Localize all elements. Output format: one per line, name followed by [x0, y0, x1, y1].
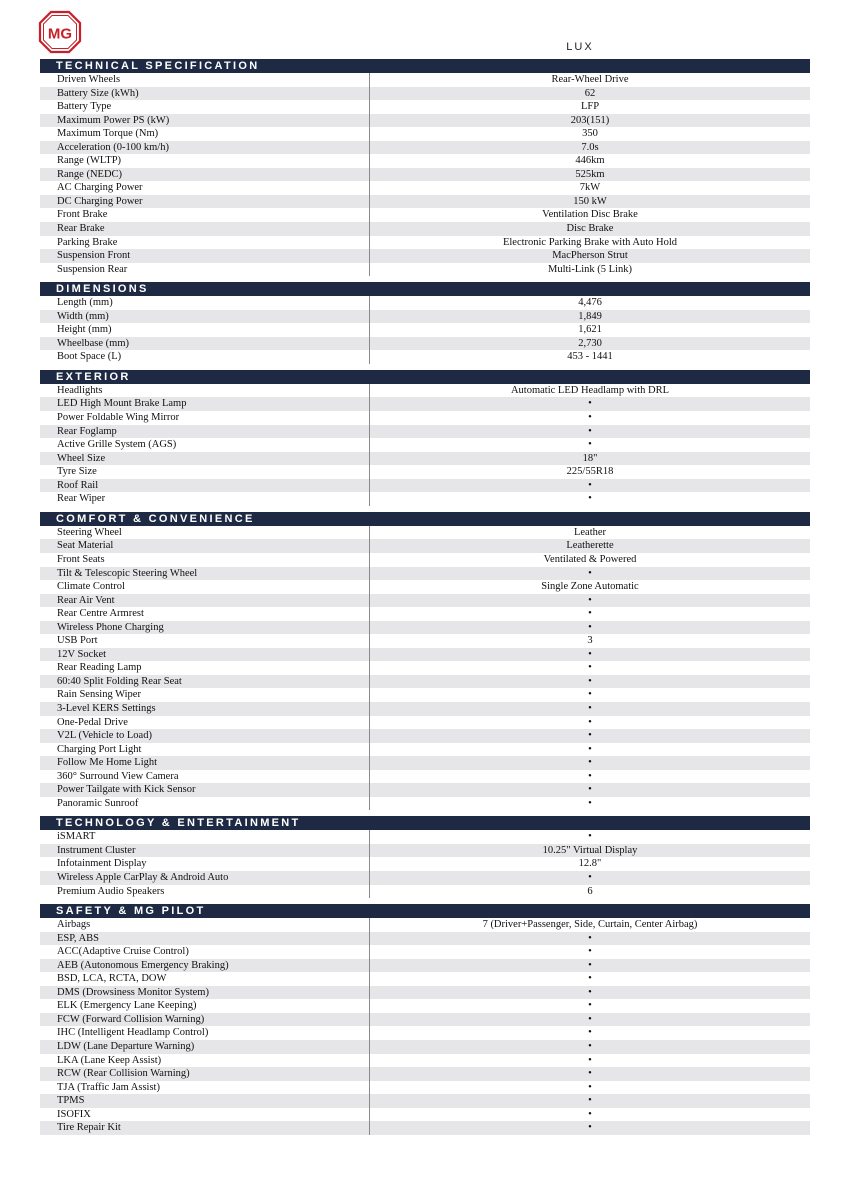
spec-value: Rear-Wheel Drive [551, 74, 629, 85]
spec-value: 225/55R18 [566, 466, 614, 478]
spec-row [40, 337, 810, 351]
spec-label: Panoramic Sunroof [40, 797, 370, 811]
spec-value: 525km [575, 168, 605, 180]
spec-row [40, 236, 810, 250]
spec-label: LKA (Lane Keep Assist) [40, 1054, 370, 1068]
spec-row [40, 1013, 810, 1027]
spec-row [40, 526, 810, 540]
spec-row [40, 885, 810, 899]
spec-value: • [588, 973, 592, 985]
spec-label: ESP, ABS [40, 932, 370, 946]
spec-value: • [588, 770, 592, 782]
spec-value: • [588, 743, 592, 755]
spec-row [40, 87, 810, 101]
spec-value: • [588, 702, 592, 714]
spec-row [40, 770, 810, 784]
spec-label: TJA (Traffic Jam Assist) [40, 1081, 370, 1095]
spec-value: 1,849 [578, 310, 602, 322]
spec-row [40, 743, 810, 757]
spec-label: Rear Reading Lamp [40, 661, 370, 675]
mg-logo [38, 10, 82, 54]
spec-value: Disc Brake [566, 223, 614, 235]
spec-row [40, 607, 810, 621]
spec-row [40, 114, 810, 128]
spec-value: • [588, 621, 592, 633]
spec-row [40, 999, 810, 1013]
spec-row [40, 263, 810, 277]
spec-label: IHC (Intelligent Headlamp Control) [40, 1026, 370, 1040]
spec-value: 10.25" Virtual Display [542, 844, 638, 856]
spec-value: • [588, 757, 592, 769]
spec-label: Tyre Size [40, 465, 370, 479]
spec-row [40, 539, 810, 553]
spec-value: LFP [580, 101, 600, 113]
spec-label: Wheelbase (mm) [40, 337, 370, 351]
spec-row [40, 310, 810, 324]
spec-value: 1,621 [578, 324, 602, 336]
spec-label: Range (NEDC) [40, 168, 370, 182]
spec-section [40, 816, 810, 898]
spec-value: • [588, 1013, 592, 1025]
spec-row [40, 1121, 810, 1135]
spec-value: • [588, 398, 592, 410]
spec-label: RCW (Rear Collision Warning) [40, 1067, 370, 1081]
spec-row [40, 296, 810, 310]
spec-row [40, 634, 810, 648]
spec-value: Ventilation Disc Brake [542, 209, 638, 221]
spec-row [40, 323, 810, 337]
spec-value: • [588, 831, 592, 843]
spec-label: Power Tailgate with Kick Sensor [40, 783, 370, 797]
spec-label: USB Port [40, 634, 370, 648]
section-header: EXTERIOR [40, 370, 810, 384]
spec-value: 350 [582, 128, 598, 140]
spec-value: • [588, 932, 592, 944]
spec-label: Tire Repair Kit [40, 1121, 370, 1135]
spec-value: • [588, 986, 592, 998]
spec-label: Tilt & Telescopic Steering Wheel [40, 567, 370, 581]
spec-row [40, 100, 810, 114]
spec-row [40, 797, 810, 811]
spec-row [40, 492, 810, 506]
spec-label: iSMART [40, 830, 370, 844]
spec-label: ACC(Adaptive Cruise Control) [40, 945, 370, 959]
spec-row [40, 438, 810, 452]
spec-label: Wireless Phone Charging [40, 621, 370, 635]
spec-row [40, 1054, 810, 1068]
spec-value: • [588, 689, 592, 701]
spec-row [40, 716, 810, 730]
spec-row [40, 350, 810, 364]
spec-label: Instrument Cluster [40, 844, 370, 858]
spec-label: V2L (Vehicle to Load) [40, 729, 370, 743]
spec-label: Battery Size (kWh) [40, 87, 370, 101]
spec-value: • [588, 716, 592, 728]
spec-value: 453 - 1441 [567, 351, 613, 363]
spec-value: • [588, 1108, 592, 1120]
spec-value: Single Zone Automatic [541, 581, 639, 593]
spec-value: 7.0s [581, 141, 599, 153]
spec-label: Height (mm) [40, 323, 370, 337]
section-header: TECHNICAL SPECIFICATION [40, 59, 810, 73]
spec-label: Length (mm) [40, 296, 370, 310]
section-rows [40, 918, 810, 1135]
spec-value: • [588, 493, 592, 505]
spec-value: • [588, 594, 592, 606]
spec-row [40, 397, 810, 411]
spec-value: • [588, 675, 592, 687]
spec-label: Rear Wiper [40, 492, 370, 506]
spec-value: • [588, 1095, 592, 1107]
spec-row [40, 127, 810, 141]
spec-value: 150 kW [573, 195, 607, 207]
section-rows [40, 296, 810, 364]
section-header: SAFETY & MG PILOT [40, 904, 810, 918]
spec-row [40, 1040, 810, 1054]
section-rows [40, 384, 810, 506]
spec-label: One-Pedal Drive [40, 716, 370, 730]
spec-label: Front Brake [40, 208, 370, 222]
spec-value: • [588, 567, 592, 579]
spec-row [40, 918, 810, 932]
spec-label: Front Seats [40, 553, 370, 567]
spec-label: Battery Type [40, 100, 370, 114]
spec-row [40, 1108, 810, 1122]
spec-value: • [588, 797, 592, 809]
spec-row [40, 411, 810, 425]
spec-label: Power Foldable Wing Mirror [40, 411, 370, 425]
spec-label: Seat Material [40, 539, 370, 553]
spec-label: Active Grille System (AGS) [40, 438, 370, 452]
spec-row [40, 384, 810, 398]
spec-label: Maximum Torque (Nm) [40, 127, 370, 141]
spec-value: • [588, 662, 592, 674]
spec-label: LDW (Lane Departure Warning) [40, 1040, 370, 1054]
spec-value: 6 [587, 885, 593, 897]
spec-row [40, 1094, 810, 1108]
spec-row [40, 249, 810, 263]
spec-label: FCW (Forward Collision Warning) [40, 1013, 370, 1027]
spec-label: Wireless Apple CarPlay & Android Auto [40, 871, 370, 885]
spec-row [40, 553, 810, 567]
spec-label: Driven Wheels [40, 73, 370, 87]
spec-label: Rear Centre Armrest [40, 607, 370, 621]
section-rows [40, 526, 810, 810]
spec-table [40, 59, 810, 1141]
spec-value: MacPherson Strut [552, 250, 628, 262]
spec-value: • [588, 608, 592, 620]
spec-row [40, 73, 810, 87]
spec-label: Roof Rail [40, 479, 370, 493]
spec-value: • [588, 439, 592, 451]
spec-row [40, 857, 810, 871]
spec-row [40, 675, 810, 689]
spec-value: • [588, 479, 592, 491]
spec-row [40, 580, 810, 594]
spec-value: • [588, 1081, 592, 1093]
spec-value: • [588, 648, 592, 660]
spec-row [40, 729, 810, 743]
spec-label: Charging Port Light [40, 743, 370, 757]
spec-row [40, 452, 810, 466]
spec-value: 7kW [579, 182, 601, 194]
spec-label: 3-Level KERS Settings [40, 702, 370, 716]
spec-value: Ventilated & Powered [543, 553, 637, 565]
spec-value: 4,476 [578, 297, 602, 309]
spec-label: 12V Socket [40, 648, 370, 662]
spec-label: Suspension Front [40, 249, 370, 263]
spec-label: Rear Foglamp [40, 425, 370, 439]
spec-row [40, 1026, 810, 1040]
spec-value: 3 [587, 635, 593, 647]
spec-row [40, 945, 810, 959]
spec-row [40, 648, 810, 662]
section-header: COMFORT & CONVENIENCE [40, 512, 810, 526]
spec-label: BSD, LCA, RCTA, DOW [40, 972, 370, 986]
variant-label: LUX [566, 41, 594, 53]
spec-row [40, 1067, 810, 1081]
spec-section [40, 59, 810, 276]
spec-label: Suspension Rear [40, 263, 370, 277]
spec-section [40, 282, 810, 364]
spec-value: • [588, 946, 592, 958]
spec-row [40, 756, 810, 770]
spec-row [40, 871, 810, 885]
spec-value: • [588, 959, 592, 971]
section-rows [40, 830, 810, 898]
spec-label: LED High Mount Brake Lamp [40, 397, 370, 411]
spec-row [40, 141, 810, 155]
spec-row [40, 567, 810, 581]
spec-value: 7 (Driver+Passenger, Side, Curtain, Center Airbag) [482, 919, 698, 931]
spec-label: Climate Control [40, 580, 370, 594]
spec-row [40, 465, 810, 479]
spec-value: Electronic Parking Brake with Auto Hold [502, 236, 678, 248]
spec-row [40, 844, 810, 858]
spec-row [40, 168, 810, 182]
spec-row [40, 425, 810, 439]
spec-value: • [588, 1000, 592, 1012]
spec-row [40, 195, 810, 209]
spec-row [40, 1081, 810, 1095]
spec-value: Automatic LED Headlamp with DRL [510, 384, 670, 396]
spec-row [40, 932, 810, 946]
spec-section [40, 904, 810, 1135]
spec-row [40, 181, 810, 195]
spec-row [40, 830, 810, 844]
spec-label: Acceleration (0-100 km/h) [40, 141, 370, 155]
spec-label: Steering Wheel [40, 526, 370, 540]
spec-row [40, 208, 810, 222]
section-header: TECHNOLOGY & ENTERTAINMENT [40, 816, 810, 830]
spec-value: 12.8" [578, 858, 602, 870]
spec-value: Multi-Link (5 Link) [548, 263, 632, 275]
spec-value: 446km [575, 155, 605, 167]
spec-row [40, 222, 810, 236]
spec-value: • [588, 425, 592, 437]
spec-row [40, 154, 810, 168]
spec-label: Range (WLTP) [40, 154, 370, 168]
spec-label: AEB (Autonomous Emergency Braking) [40, 959, 370, 973]
spec-label: Rain Sensing Wiper [40, 688, 370, 702]
spec-label: AC Charging Power [40, 181, 370, 195]
spec-row [40, 621, 810, 635]
spec-label: 60:40 Split Folding Rear Seat [40, 675, 370, 689]
spec-label: Boot Space (L) [40, 350, 370, 364]
spec-row [40, 688, 810, 702]
spec-value: 62 [584, 87, 596, 99]
spec-row [40, 972, 810, 986]
spec-section [40, 370, 810, 506]
spec-section [40, 512, 810, 810]
spec-value: • [588, 784, 592, 796]
spec-label: Parking Brake [40, 236, 370, 250]
spec-label: Maximum Power PS (kW) [40, 114, 370, 128]
spec-value: 203(151) [570, 114, 610, 126]
spec-label: Wheel Size [40, 452, 370, 466]
spec-label: ELK (Emergency Lane Keeping) [40, 999, 370, 1013]
spec-row [40, 959, 810, 973]
spec-label: Headlights [40, 384, 370, 398]
spec-row [40, 986, 810, 1000]
spec-value: Leather [573, 526, 607, 538]
spec-label: TPMS [40, 1094, 370, 1108]
spec-label: DC Charging Power [40, 195, 370, 209]
spec-row [40, 479, 810, 493]
spec-label: Infotainment Display [40, 857, 370, 871]
spec-value: • [588, 1122, 592, 1134]
spec-value: 2,730 [578, 337, 602, 349]
spec-value: • [588, 1027, 592, 1039]
spec-label: ISOFIX [40, 1108, 370, 1122]
spec-label: Follow Me Home Light [40, 756, 370, 770]
spec-row [40, 783, 810, 797]
spec-label: 360° Surround View Camera [40, 770, 370, 784]
spec-value: • [588, 412, 592, 424]
section-header: DIMENSIONS [40, 282, 810, 296]
spec-value: Leatherette [566, 540, 614, 552]
section-rows [40, 73, 810, 276]
spec-label: Rear Air Vent [40, 594, 370, 608]
spec-value: • [588, 730, 592, 742]
spec-label: Width (mm) [40, 310, 370, 324]
spec-label: Rear Brake [40, 222, 370, 236]
spec-label: DMS (Drowsiness Monitor System) [40, 986, 370, 1000]
spec-label: Premium Audio Speakers [40, 885, 370, 899]
spec-value: • [588, 1041, 592, 1052]
logo-text: MG [47, 25, 73, 43]
spec-row [40, 702, 810, 716]
spec-row [40, 594, 810, 608]
spec-value: • [588, 1068, 592, 1080]
spec-label: Airbags [40, 918, 370, 932]
spec-value: • [588, 1054, 592, 1066]
spec-value: • [588, 871, 592, 883]
spec-value: 18" [582, 452, 598, 464]
spec-row [40, 661, 810, 675]
